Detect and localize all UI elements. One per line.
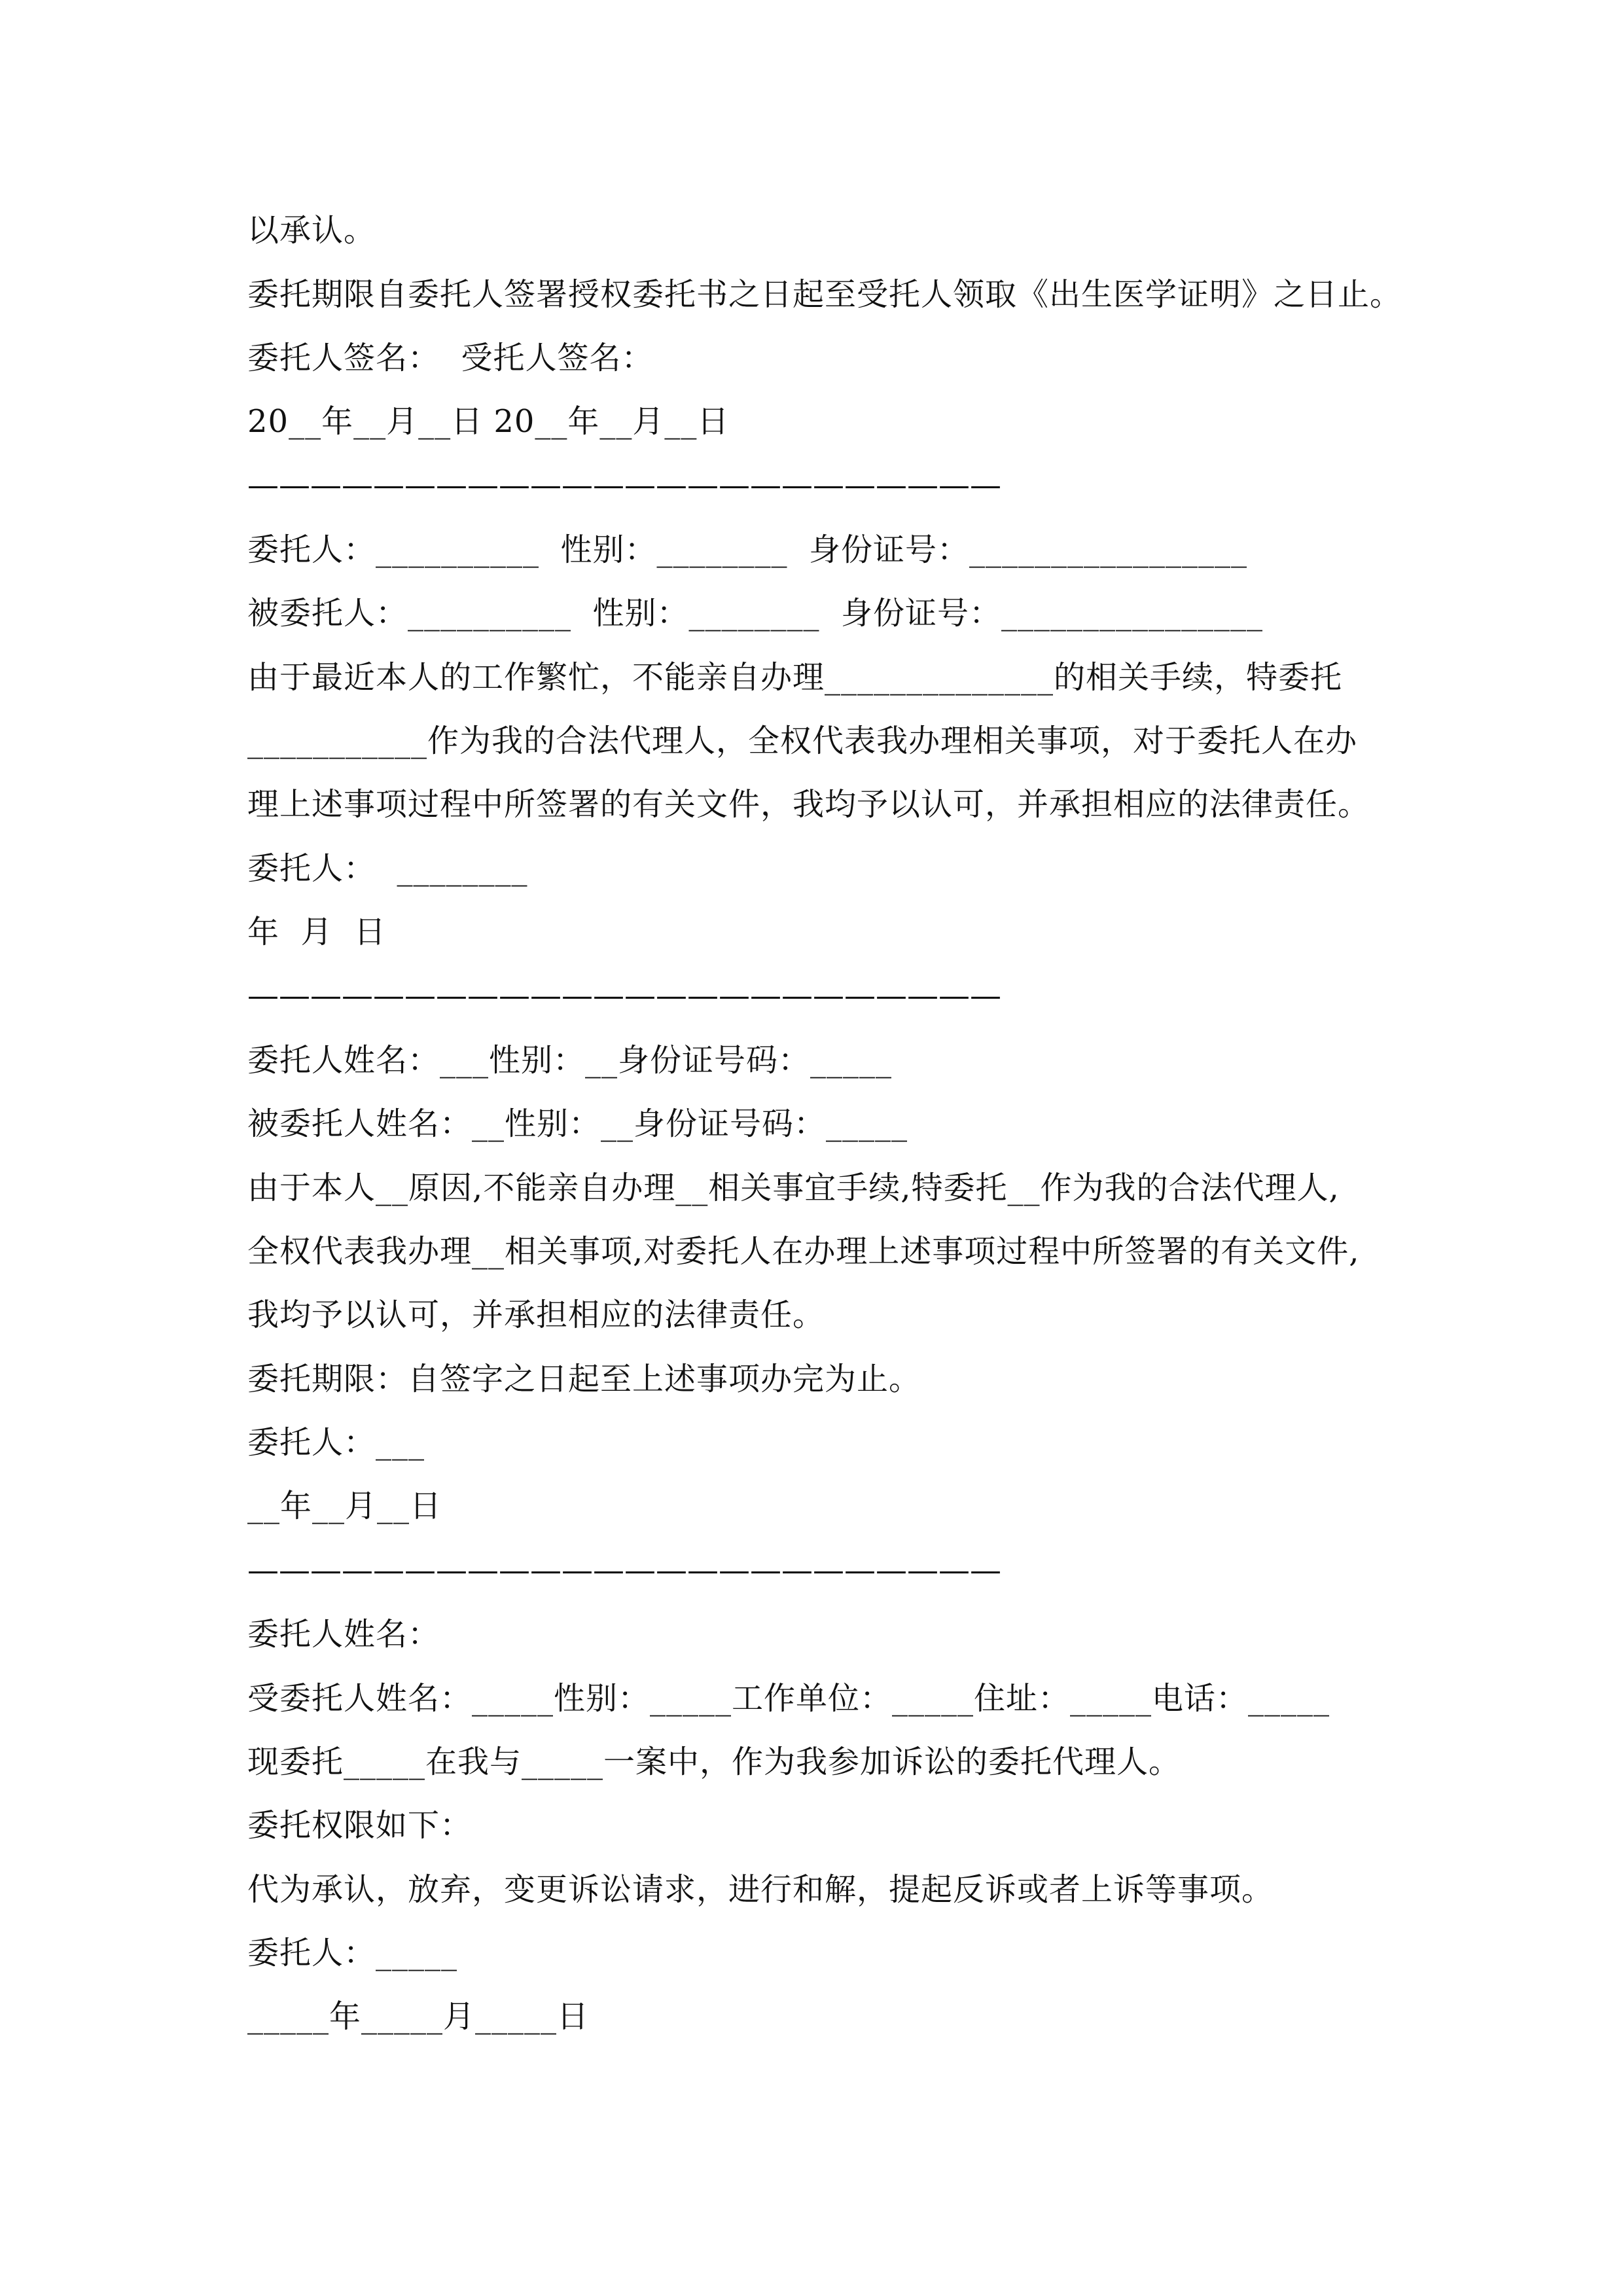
section4-scope-title: 委托权限如下： (247, 1807, 473, 1844)
separator-1: ———————————————————————— (247, 467, 1001, 503)
section3-client: 委托人姓名：___性别：__身份证号码：_____ (247, 1042, 893, 1079)
section3-body2: 全权代表我办理__相关事项,对委托人在办理上述事项过程中所签署的有关文件, (247, 1233, 1360, 1270)
section4-date: _____年_____月_____日 (247, 1998, 590, 2035)
section4-client: 委托人姓名： (247, 1616, 440, 1653)
section2-body3: 理上述事项过程中所签署的有关文件，我均予以认可，并承担相应的法律责任。 (247, 786, 1370, 823)
section2-body1: 由于最近本人的工作繁忙，不能亲自办理______________的相关手续，特委托 (247, 659, 1343, 696)
section2-date: 年 月 日 (247, 914, 387, 950)
separator-2: ———————————————————————— (247, 977, 1001, 1014)
section2-agent: 被委托人：__________ 性别：________ 身份证号：________________ (247, 595, 1264, 632)
separator-3: ———————————————————————— (247, 1552, 1001, 1588)
section2-body2: ___________作为我的合法代理人，全权代表我办理相关事项，对于委托人在办 (247, 723, 1358, 759)
section1-signatures: 委托人签名： 受托人签名： (247, 340, 654, 376)
section1-line1: 以承认。 (247, 212, 376, 249)
section4-client-sign: 委托人：_____ (247, 1935, 458, 1971)
section2-client: 委托人：__________ 性别：________ 身份证号：_________________ (247, 531, 1248, 568)
section2-client-sign: 委托人： ________ (247, 850, 528, 887)
section1-dates: 20__年__月__日 20__年__月__日 (247, 403, 730, 440)
section3-body1: 由于本人__原因,不能亲自办理__相关事宜手续,特委托__作为我的合法代理人, (247, 1170, 1340, 1206)
section3-client-sign: 委托人：___ (247, 1424, 425, 1461)
section1-term: 委托期限自委托人签署授权委托书之日起至受托人领取《出生医学证明》之日止。 (247, 276, 1402, 313)
section4-scope: 代为承认，放弃，变更诉讼请求，进行和解，提起反诉或者上诉等事项。 (247, 1871, 1274, 1908)
section3-body3: 我均予以认可，并承担相应的法律责任。 (247, 1297, 825, 1333)
section3-agent: 被委托人姓名：__性别：__身份证号码：_____ (247, 1105, 908, 1142)
section4-agent: 受委托人姓名：_____性别：_____工作单位：_____住址：_____电话：_____ (247, 1680, 1330, 1717)
section4-body: 现委托_____在我与_____一案中，作为我参加诉讼的委托代理人。 (247, 1744, 1181, 1780)
section3-term: 委托期限：自签字之日起至上述事项办完为止。 (247, 1361, 921, 1397)
section3-date: __年__月__日 (247, 1488, 442, 1524)
